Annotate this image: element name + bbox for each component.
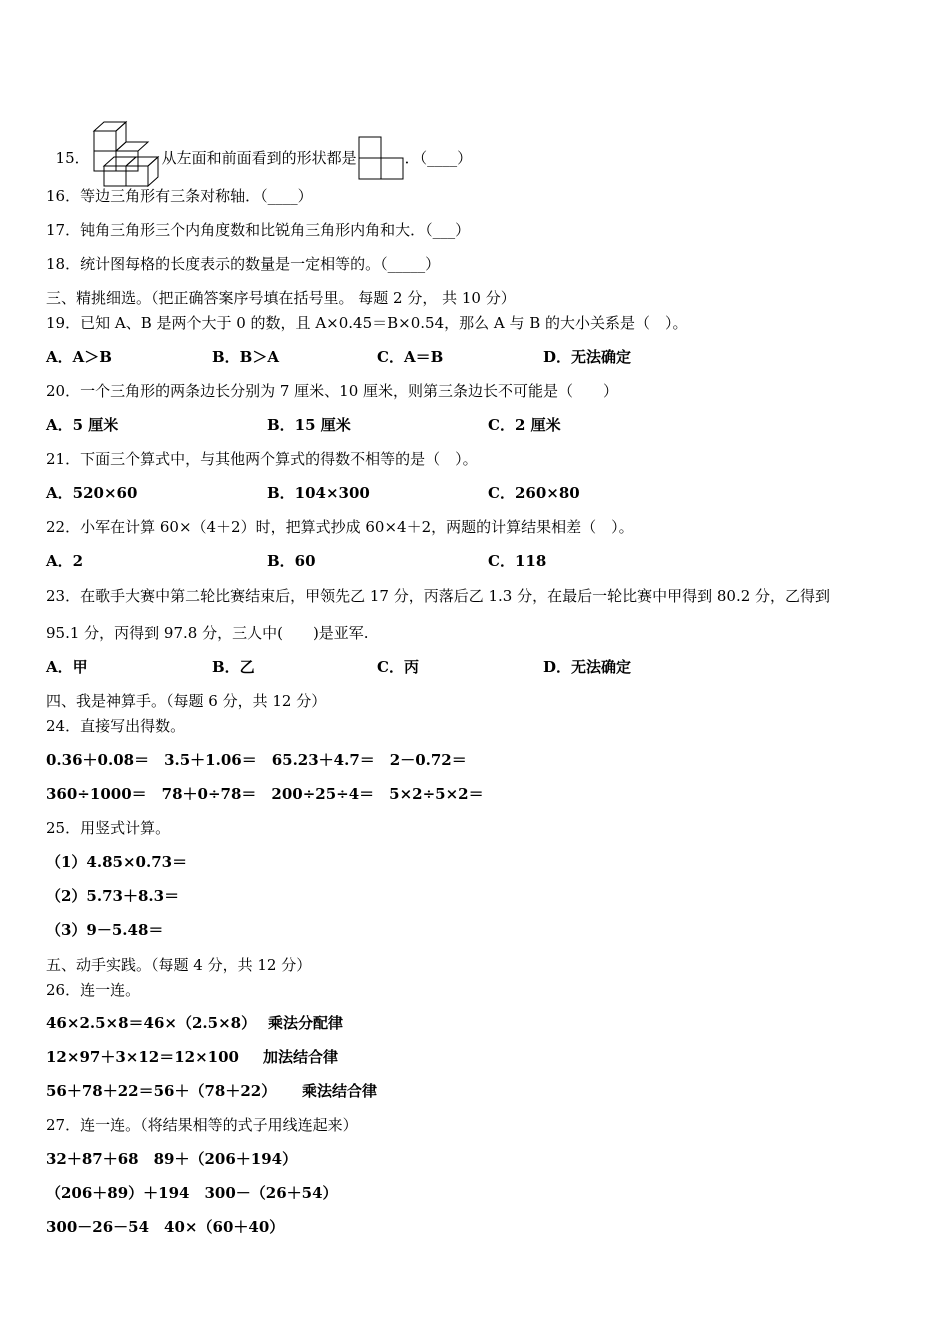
question-17: 17．钝角三角形三个内角度数和比锐角三角形内角和大．（___）: [46, 221, 471, 239]
q21-option-b: B．104×300: [267, 484, 370, 502]
q24-row-2: 360÷1000＝ 78＋0÷78＝ 200÷25÷4＝ 5×2÷5×2＝: [46, 785, 484, 803]
question-25-title: 25．用竖式计算。: [46, 819, 171, 837]
q21-option-a: A．520×60: [46, 484, 138, 502]
question-23-stem-line1: 23．在歌手大赛中第二轮比赛结束后，甲领先乙 17 分，丙落后乙 1.3 分，在最后一轮比赛中甲得到 80.2 分，乙得到: [46, 587, 831, 605]
q23-option-d: D．无法确定: [543, 658, 632, 676]
q20-option-c: C．2 厘米: [488, 416, 561, 434]
q20-option-a: A．5 厘米: [46, 416, 119, 434]
question-23-stem-line2: 95.1 分，丙得到 97.8 分，三人中( )是亚军.: [46, 624, 369, 642]
q26-expr-1: 46×2.5×8＝46×（2.5×8）: [46, 1014, 257, 1032]
q19-option-c: C．A＝B: [377, 348, 444, 366]
question-15: [46, 128, 472, 169]
q27-row-1: 32＋87＋68 89＋（206＋194）: [46, 1150, 298, 1168]
q26-law-1: 乘法分配律: [268, 1014, 344, 1032]
q25-item-1: （1）4.85×0.73＝: [46, 853, 188, 871]
q22-option-a: A．2: [46, 552, 84, 570]
section-4-heading: 四、我是神算手。（每题 6 分，共 12 分）: [46, 692, 327, 710]
question-18: 18．统计图每格的长度表示的数量是一定相等的。（_____）: [46, 255, 441, 273]
q23-option-b: B．乙: [212, 658, 255, 676]
question-19-stem: 19．已知 A、B 是两个大于 0 的数，且 A×0.45＝B×0.54，那么 A 与 B 的大小关系是（ ）。: [46, 314, 688, 332]
section-5-heading: 五、动手实践。（每题 4 分，共 12 分）: [46, 956, 312, 974]
question-22-stem: 22．小军在计算 60×（4＋2）时，把算式抄成 60×4＋2，两题的计算结果相差（ ）。: [46, 518, 634, 536]
section-3-heading: 三、精挑细选。（把正确答案序号填在括号里。 每题 2 分， 共 10 分）: [46, 289, 516, 307]
q19-option-d: D．无法确定: [543, 348, 632, 366]
q27-row-3: 300－26－54 40×（60＋40）: [46, 1218, 285, 1236]
question-24-title: 24．直接写出得数。: [46, 717, 186, 735]
q15-tail: ．（____）: [404, 149, 473, 167]
q21-option-c: C．260×80: [488, 484, 580, 502]
q23-option-a: A．甲: [46, 658, 88, 676]
q25-item-2: （2）5.73＋8.3＝: [46, 887, 180, 905]
q26-law-3: 乘法结合律: [302, 1082, 378, 1100]
question-27-title: 27．连一连。（将结果相等的式子用线连起来）: [46, 1116, 358, 1134]
q24-row-1: 0.36＋0.08＝ 3.5＋1.06＝ 65.23＋4.7＝ 2－0.72＝: [46, 751, 467, 769]
view-shape-figure: [357, 135, 405, 181]
q26-expr-2: 12×97＋3×12＝12×100: [46, 1048, 239, 1066]
q22-option-b: B．60: [267, 552, 316, 570]
q23-option-c: C．丙: [377, 658, 419, 676]
q26-law-2: 加法结合律: [263, 1048, 339, 1066]
q27-row-2: （206＋89）＋194 300－（26＋54）: [46, 1184, 338, 1202]
q26-expr-3: 56＋78＋22＝56＋（78＋22）: [46, 1082, 277, 1100]
question-20-stem: 20．一个三角形的两条边长分别为 7 厘米、10 厘米，则第三条边长不可能是（ ）: [46, 382, 619, 400]
question-21-stem: 21．下面三个算式中，与其他两个算式的得数不相等的是（ ）。: [46, 450, 478, 468]
q15-number: 15．: [55, 149, 90, 167]
q22-option-c: C．118: [488, 552, 547, 570]
q19-option-a: A．A＞B: [46, 348, 112, 366]
q19-option-b: B．B＞A: [212, 348, 279, 366]
q25-item-3: （3）9－5.48＝: [46, 921, 164, 939]
q15-text: 从左面和前面看到的形状都是: [161, 149, 357, 167]
question-16: 16．等边三角形有三条对称轴．（____）: [46, 187, 313, 205]
cube-stack-figure: [90, 119, 162, 191]
q20-option-b: B．15 厘米: [267, 416, 351, 434]
question-26-title: 26．连一连。: [46, 981, 141, 999]
